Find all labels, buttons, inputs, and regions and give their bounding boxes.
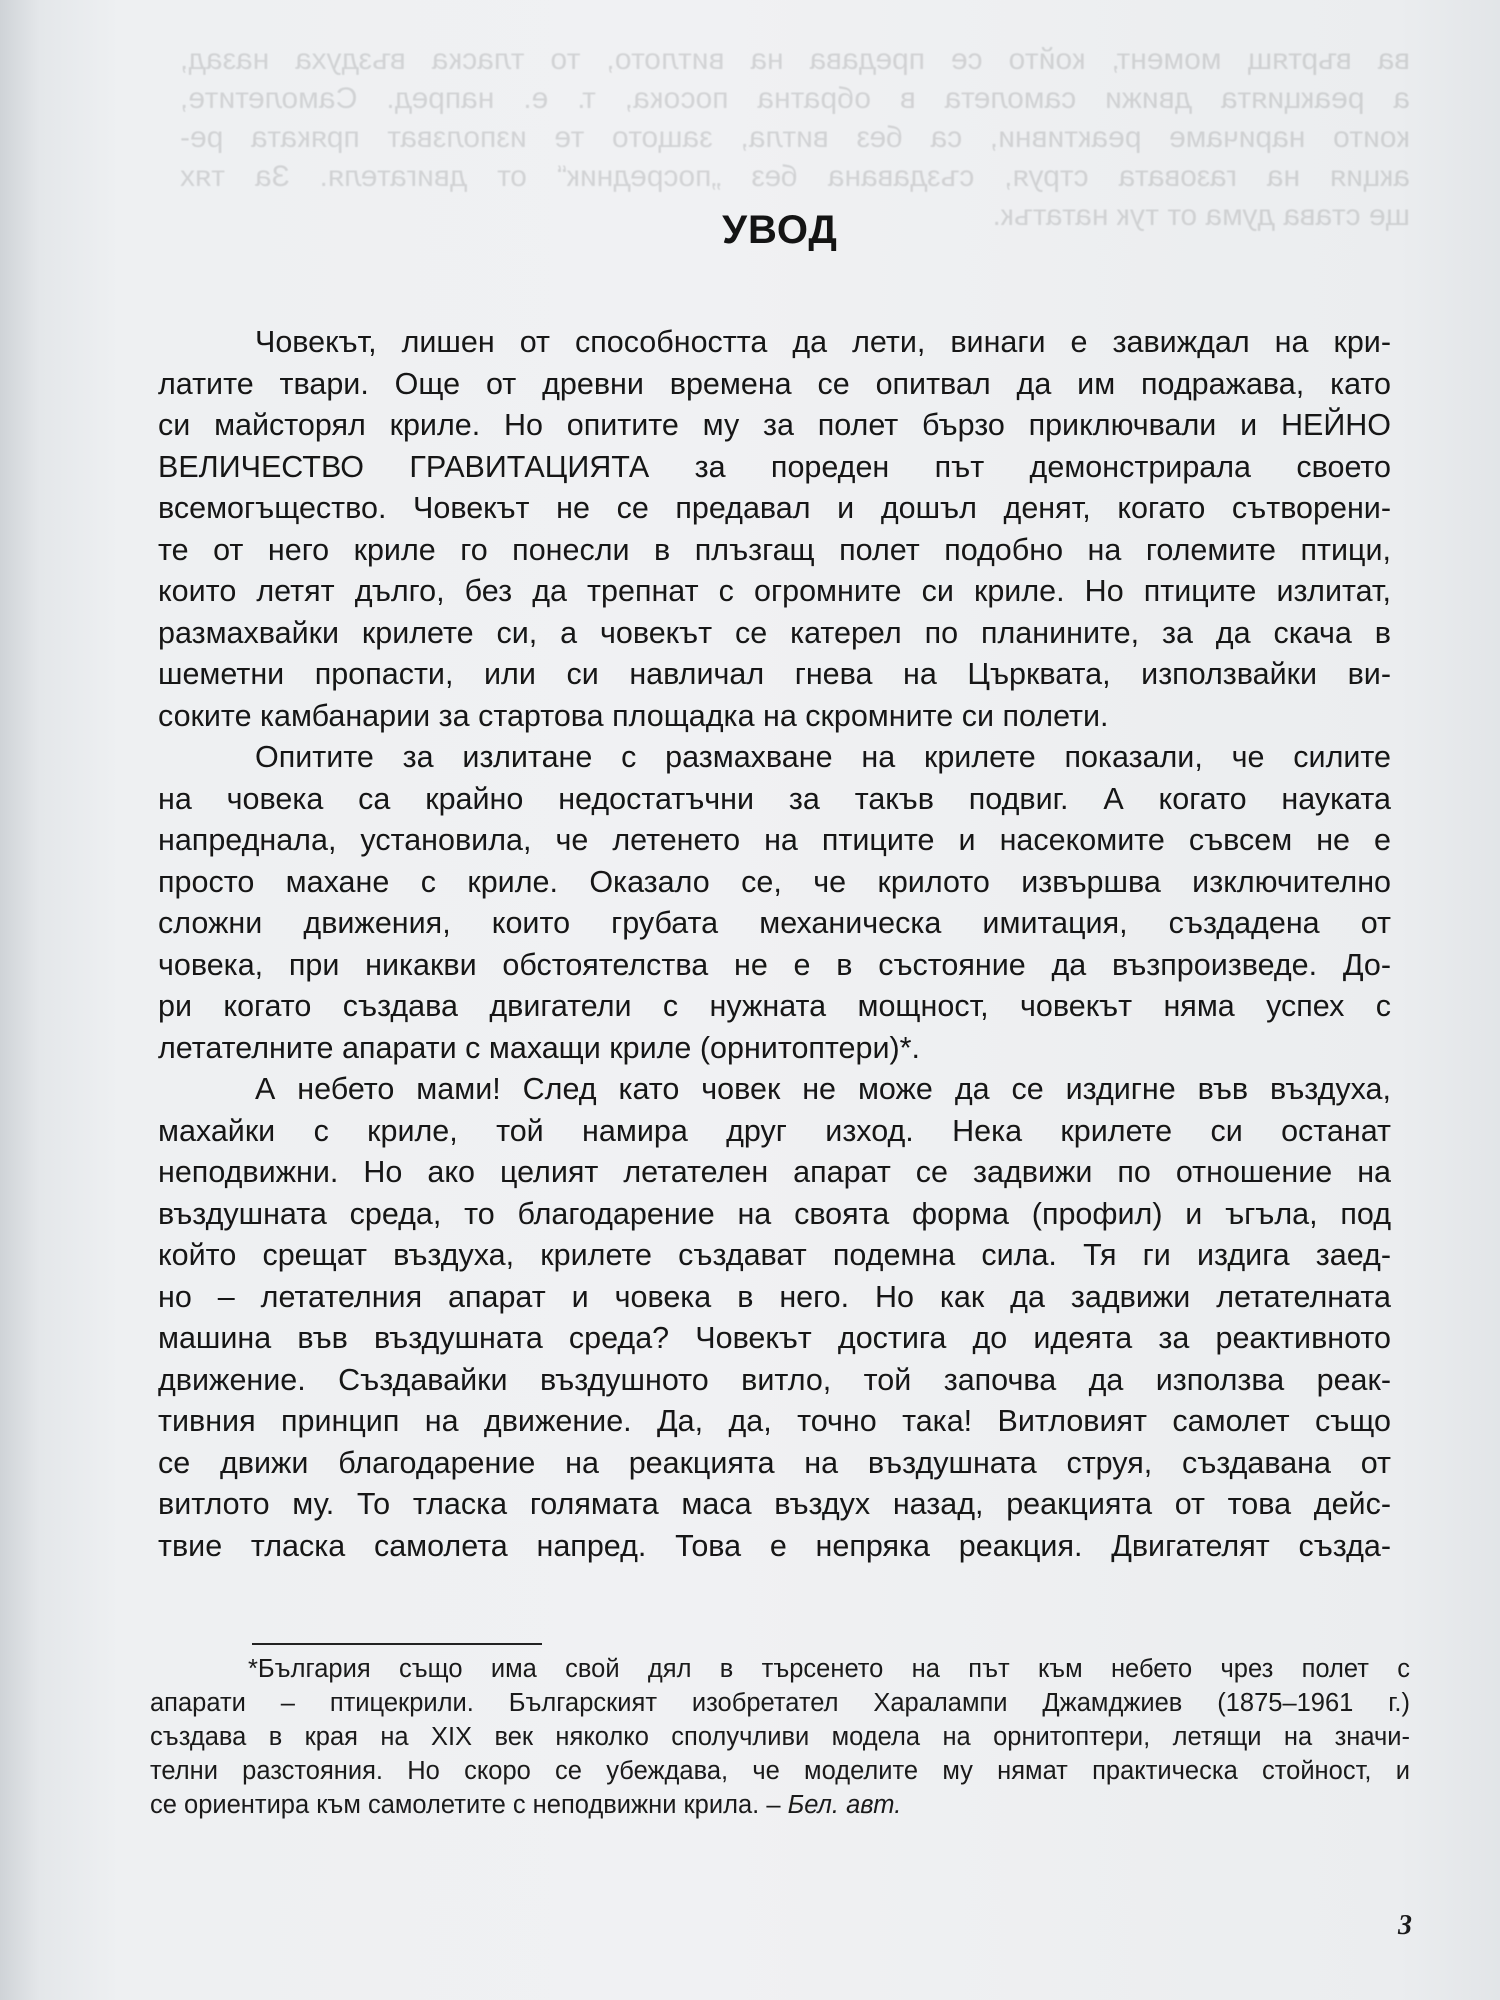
text-line: просто махане с криле. Оказало се, че крилото извършва изключително bbox=[158, 864, 1391, 899]
footnote-line: апарати – птицекрили. Българският изобретател Харалампи Джамджиев (1875–1961 г.) bbox=[150, 1689, 1410, 1717]
text-line: летателните апарати с махащи криле (орнитоптери)*. bbox=[158, 1030, 921, 1065]
bleed-line: акция на газовата струя, създавана без „посредник“ от двигателя. За тях bbox=[180, 160, 1410, 193]
text-line: движение. Създавайки въздушното витло, той започва да използва реак- bbox=[158, 1362, 1391, 1397]
bleed-line: които наричаме реактивни, са без витла, защото те използват пряката ре- bbox=[180, 121, 1410, 154]
text-line: на човека са крайно недостатъчни за такъв подвиг. А когато науката bbox=[158, 781, 1391, 816]
text-line: тивния принцип на движение. Да, да, точно така! Витловият самолет също bbox=[158, 1404, 1391, 1438]
text-line: човека, при никакви обстоятелства не е в състояние да възпроизведе. До- bbox=[158, 947, 1391, 982]
text-line: махайки с криле, той намира друг изход. Нека крилете си останат bbox=[158, 1113, 1391, 1148]
text-line: ри когато създава двигатели с нужната мощност, човекът няма успех с bbox=[158, 989, 1391, 1023]
footnote bbox=[150, 1652, 1410, 1822]
text-line: Опитите за излитане с размахване на крилете показали, че силите bbox=[255, 740, 1391, 774]
body-text bbox=[158, 322, 1391, 1567]
text-line: напреднала, установила, че летенето на птиците и насекомите съвсем не е bbox=[158, 823, 1391, 857]
text-line: размахвайки крилете си, а човекът се катерел по планините, за да скача в bbox=[158, 615, 1391, 650]
text-line: латите твари. Още от древни времена се опитвал да им подражава, като bbox=[158, 366, 1391, 401]
footnote-line: телни разстояния. Но скоро се убеждава, че моделите му нямат практическа стойност, и bbox=[150, 1757, 1410, 1785]
text-line: А небето мами! След като човек не може да се издигне във въздуха, bbox=[255, 1072, 1391, 1106]
text-line: Човекът, лишен от способността да лети, винаги е завиждал на кри- bbox=[255, 325, 1391, 359]
footnote-line: се ориентира към самолетите с неподвижни крила. – bbox=[150, 1791, 781, 1819]
footnote-line: *България също има свой дял в търсенето на път към небето чрез полет с bbox=[248, 1655, 1410, 1683]
paragraph-1 bbox=[158, 322, 1391, 737]
text-line: соките камбанарии за стартова площадка на скромните си полети. bbox=[158, 698, 1109, 733]
text-line: твие тласка самолета напред. Това е непряка реакция. Двигателят създа- bbox=[158, 1528, 1391, 1563]
text-line: въздушната среда, то благодарение на своята форма (профил) и ъгъла, под bbox=[158, 1196, 1391, 1231]
text-line: машина във въздушната среда? Човекът достига до идеята за реактивното bbox=[158, 1321, 1391, 1355]
text-line: се движи благодарение на реакцията на въздушната струя, създавана от bbox=[158, 1445, 1391, 1480]
paragraph-2 bbox=[158, 737, 1391, 1069]
text-line: ВЕЛИЧЕСТВО ГРАВИТАЦИЯТА за пореден път демонстрирала своето bbox=[158, 449, 1391, 484]
author-note: Бел. авт. bbox=[787, 1791, 902, 1819]
text-line: но – летателния апарат и човека в него. Но как да задвижи летателната bbox=[158, 1279, 1391, 1314]
text-line: шеметни пропасти, или си навличал гнева на Църквата, използвайки ви- bbox=[158, 657, 1391, 691]
text-line: си майсторял криле. Но опитите му за полет бързо приключвали и НЕЙНО bbox=[158, 408, 1391, 442]
text-line: неподвижни. Но ако целият летателен апарат се задвижи по отношение на bbox=[158, 1155, 1391, 1189]
bleed-line: ва въртящ момент, който се предава на витлото, то тласка въздуха назад, bbox=[180, 43, 1410, 76]
bleed-line: ще става дума от тук нататък. bbox=[992, 199, 1410, 232]
footnote-last-line bbox=[150, 1788, 1410, 1822]
text-line: всемогъщество. Човекът не се предавал и дошъл денят, когато сътворени- bbox=[158, 491, 1391, 525]
page-number: 3 bbox=[1398, 1910, 1412, 1941]
chapter-title: УВОД bbox=[722, 208, 838, 252]
text-line: витлото му. То тласка голямата маса въздух назад, реакцията от това дейс- bbox=[158, 1487, 1391, 1521]
footnote-divider bbox=[252, 1643, 542, 1645]
bleed-line: а реакцията движи самолета в обратна посока, т. е. напред. Самолетите, bbox=[180, 82, 1410, 115]
text-line: сложни движения, които грубата механическа имитация, създадена от bbox=[158, 906, 1391, 940]
text-line: който срещат въздуха, крилете създават подемна сила. Тя ги издига заед- bbox=[158, 1238, 1391, 1272]
paragraph-3 bbox=[158, 1069, 1391, 1567]
footnote-line: създава в края на XIX век няколко сполучливи модела на орнитоптери, летящи на значи- bbox=[150, 1723, 1410, 1751]
text-line: те от него криле го понесли в плъзгащ полет подобно на големите птици, bbox=[158, 532, 1391, 567]
text-line: които летят дълго, без да трепнат с огромните си криле. Но птиците излитат, bbox=[158, 574, 1391, 608]
